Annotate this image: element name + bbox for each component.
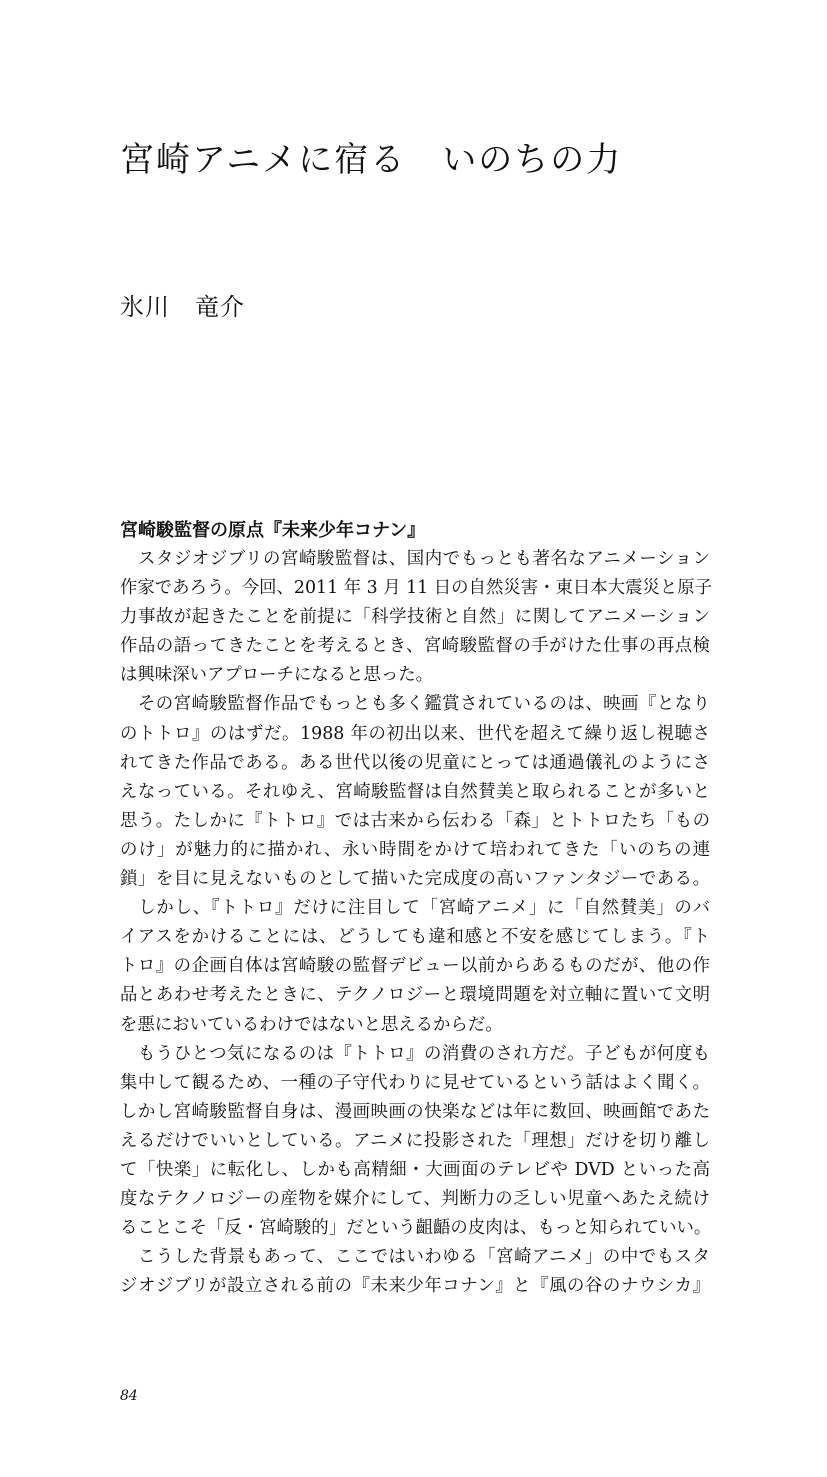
body-line: 集中して観るため、一種の子守代わりに見せているという話はよく聞く。	[120, 1072, 710, 1093]
body-line: トロ』の企画自体は宮崎駿の監督デビュー以前からあるものだが、他の作	[120, 956, 710, 977]
body-line: は興味深いアプローチになると思った。	[120, 665, 434, 686]
body-text	[120, 545, 713, 1301]
body-line: のトトロ』のはずだ。1988 年の初出以来、世代を超えて繰り返し視聴さ	[120, 723, 710, 744]
body-line: もうひとつ気になるのは『トトロ』の消費のされ方だ。子どもが何度も	[120, 1043, 710, 1064]
chapter-title: 宮崎アニメに宿る いのちの力	[120, 140, 623, 180]
body-line: 力事故が起きたことを前提に「科学技術と自然」に関してアニメーション	[120, 607, 710, 628]
section-heading: 宮崎駿監督の原点『未来少年コナン』	[120, 520, 426, 541]
body-line: えるだけでいいとしている。アニメに投影された「理想」だけを切り離し	[120, 1130, 710, 1151]
body-line: 鎖」を目に見えないものとして描いた完成度の高いファンタジーである。	[120, 869, 710, 890]
page-number: 84	[120, 1388, 138, 1404]
body-line: その宮崎駿監督作品でもっとも多く鑑賞されているのは、映画『となり	[120, 694, 710, 715]
body-line: しかし宮崎駿監督自身は、漫画映画の快楽などは年に数回、映画館であた	[120, 1101, 710, 1122]
body-line: ることこそ「反・宮崎駿的」だという齟齬の皮肉は、もっと知られていい。	[120, 1218, 712, 1239]
body-line: こうした背景もあって、ここではいわゆる「宮崎アニメ」の中でもスタ	[120, 1247, 710, 1268]
body-line: れてきた作品である。ある世代以後の児童にとっては通過儀礼のようにさ	[120, 752, 710, 773]
body-line: 品とあわせ考えたときに、テクノロジーと環境問題を対立軸に置いて文明	[120, 985, 710, 1006]
body-line: を悪においているわけではないと思えるからだ。	[120, 1014, 503, 1035]
body-line: えなっている。それゆえ、宮崎駿監督は自然賛美と取られることが多いと	[120, 781, 710, 802]
body-line: 作品の語ってきたことを考えるとき、宮崎駿監督の手がけた仕事の再点検	[120, 636, 710, 657]
author-name: 氷川 竜介	[120, 293, 245, 321]
body-line: 作家であろう。今回、2011 年 3 月 11 日の自然災害・東日本大震災と原子	[120, 578, 713, 599]
body-line: て「快楽」に転化し、しかも高精細・大画面のテレビや DVD といった高	[120, 1159, 710, 1180]
body-line: イアスをかけることには、どうしても違和感と不安を感じてしまう。『ト	[120, 927, 710, 948]
body-line: ジオジブリが設立される前の『未来少年コナン』と『風の谷のナウシカ』	[120, 1276, 710, 1297]
body-line: しかし、『トトロ』だけに注目して「宮崎アニメ」に「自然賛美」のバ	[120, 898, 710, 919]
body-line: のけ」が魅力的に描かれ、永い時間をかけて培われてきた「いのちの連	[120, 839, 710, 860]
body-line: 度なテクノロジーの産物を媒介にして、判断力の乏しい児童へあたえ続け	[120, 1189, 710, 1210]
body-line: スタジオジブリの宮崎駿監督は、国内でもっとも著名なアニメーション	[120, 549, 710, 569]
body-line: 思う。たしかに『トトロ』では古来から伝わる「森」とトトロたち「もの	[120, 810, 710, 831]
